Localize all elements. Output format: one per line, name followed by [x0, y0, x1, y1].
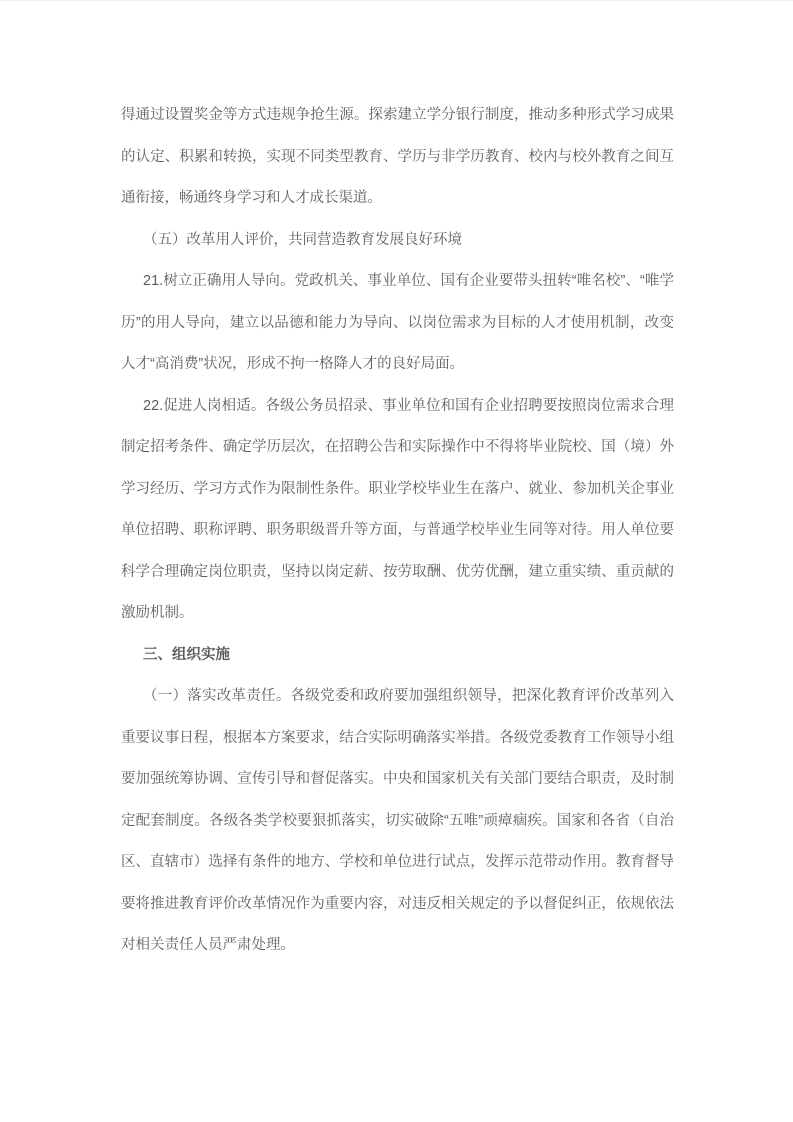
page-top-edge — [0, 0, 793, 1]
document-page — [121, 95, 674, 967]
paragraph-continuation: 得通过设置奖金等方式违规争抢生源。探索建立学分银行制度，推动多种形式学习成果的认定、积累和转换，实现不同类型教育、学历与非学历教育、校内与校外教育之间互通衔接，畅通终身学习和人才成长渠道。 — [121, 107, 674, 206]
numbered-item-22: 22.促进人岗相适。各级公务员招录、事业单位和国有企业招聘要按照岗位需求合理制定招考条件、确定学历层次，在招聘公告和实际操作中不得将毕业院校、国（境）外学习经历、学习方式作为限制性条件。职业学校毕业生在落户、就业、参加机关企事业单位招聘、职称评聘、职务职级晋升等方面，与普通学校毕业生同等对待。用人单位要科学合理确定岗位职责，坚持以岗定薪、按劳取酬、优劳优酬，建立重实绩、重贡献的激励机制。 — [121, 397, 674, 621]
paragraph-implementation: （一）落实改革责任。各级党委和政府要加强组织领导，把深化教育评价改革列入重要议事日程，根据本方案要求，结合实际明确落实举措。各级党委教育工作领导小组要加强统筹协调、宣传引导和督促落实。中央和国家机关有关部门要结合职责，及时制定配套制度。各级各类学校要狠抓落实，切实破除“五唯”顽瘴痼疾。国家和各省（自治区、直辖市）选择有条件的地方、学校和单位进行试点，发挥示范带动作用。教育督导要将推进教育评价改革情况作为重要内容，对违反相关规定的予以督促纠正，依规依法对相关责任人员严肃处理。 — [121, 688, 674, 953]
numbered-item-21: 21.树立正确用人导向。党政机关、事业单位、国有企业要带头扭转“唯名校”、“唯学历”的用人导向，建立以品德和能力为导向、以岗位需求为目标的人才使用机制，改变人才“高消费”状况，形成不拘一格降人才的良好局面。 — [121, 273, 674, 372]
section-heading-3: 三、组织实施 — [143, 646, 230, 663]
subsection-heading-5: （五）改革用人评价，共同营造教育发展良好环境 — [143, 231, 462, 248]
